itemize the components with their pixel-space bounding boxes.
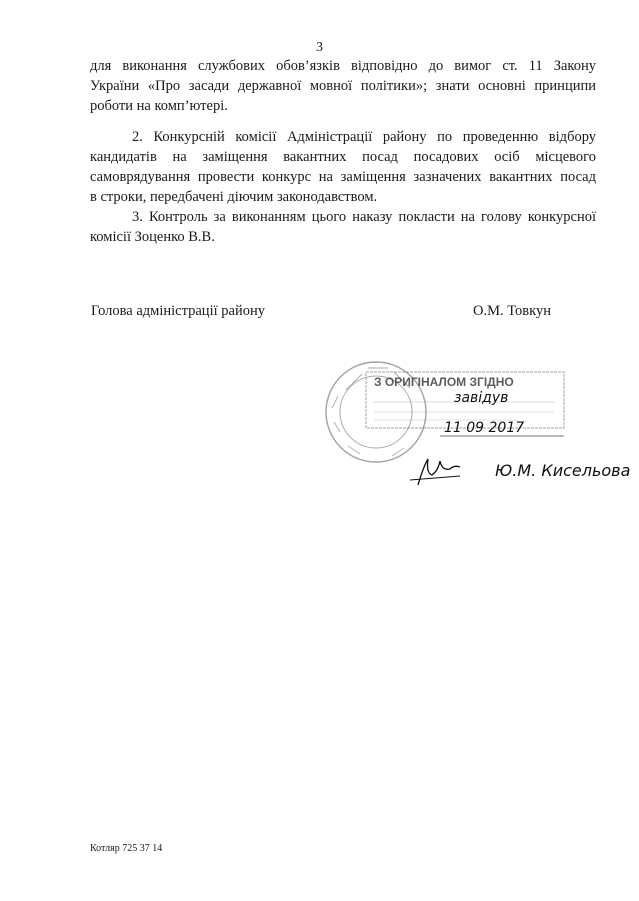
paragraph-2-line-4: в строки, передбачені діючим законодавством.: [90, 189, 378, 205]
paragraph-1-line-3: роботи на комп’ютері.: [90, 98, 228, 114]
page-number: 3: [316, 40, 323, 55]
paragraph-3-line-1: 3. Контроль за виконанням цього наказу покласти на голову конкурсної: [132, 209, 596, 225]
paragraph-1-line-2: України «Про засади державної мовної політики»; знати основні принципи: [90, 78, 596, 94]
signatory-title: Голова адміністрації району: [91, 303, 265, 319]
stamp-date: 11 09 2017: [444, 420, 525, 436]
paragraph-3-line-2: комісії Зоценко В.В.: [90, 229, 215, 245]
paragraph-2-line-1: 2. Конкурсній комісії Адміністрації району по проведенню відбору: [132, 129, 596, 145]
stamp-handwritten-word: завідув: [454, 390, 509, 406]
paragraph-2-line-3: самоврядування провести конкурс на заміщення зазначених вакантних посад: [90, 169, 596, 185]
stamp-certified-text: З ОРИГІНАЛОМ ЗГІДНО: [374, 375, 514, 389]
handwritten-signature-name: Ю.М. Кисельова: [495, 461, 631, 480]
footer-contact: Котляр 725 37 14: [90, 843, 163, 854]
signatory-name: О.М. Товкун: [473, 303, 551, 319]
paragraph-2-line-2: кандидатів на заміщення вакантних посад посадових осіб місцевого: [90, 149, 596, 165]
signature-scribble-icon: [418, 459, 460, 485]
paragraph-1-line-1: для виконання службових обов’язків відповідно до вимог ст. 11 Закону: [90, 58, 596, 74]
